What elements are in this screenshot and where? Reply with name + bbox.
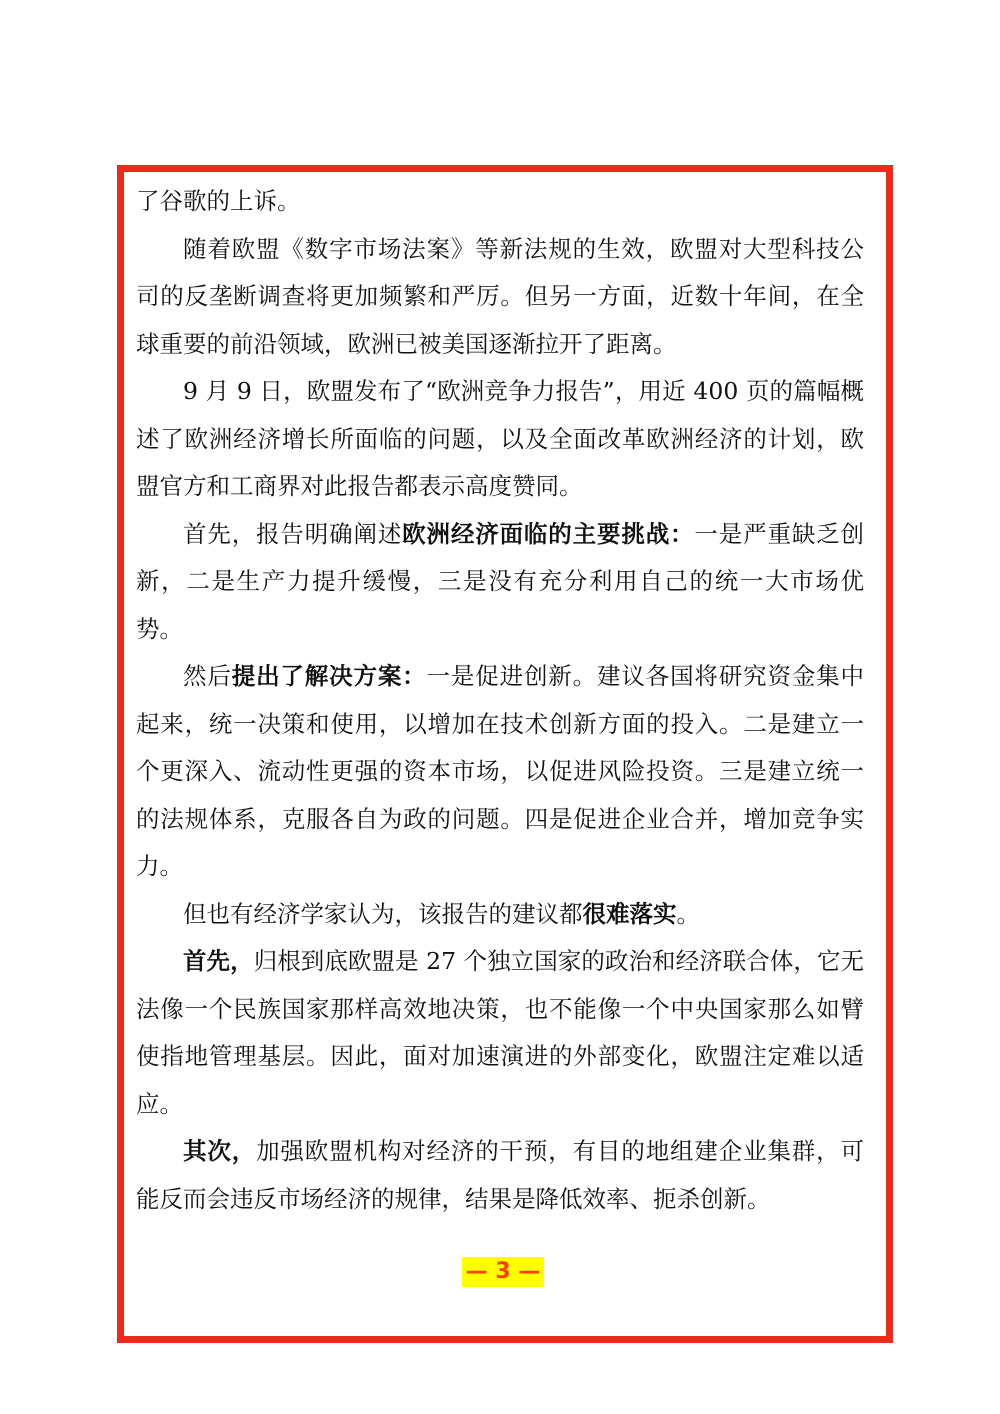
- bold-text-segment: 提出了解决方案：: [231, 662, 427, 690]
- bold-text-segment: 欧洲经济面临的主要挑战：: [402, 519, 695, 548]
- text-segment: 首先，报告明确阐述: [183, 519, 403, 548]
- paragraph-p8: [136, 1128, 864, 1223]
- text-segment: 一是促进创新。建议各国将研究资金集中起来，统一决策和使用，以增加在技术创新方面的投入。二是建立一个更深入、流动性更强的资本市场，以促进风险投资。三是建立统一的法规体系，克服各自为政的问题。四是促进企业合并，增加竞争实力。: [136, 662, 865, 880]
- page-number: — 3 —: [462, 1257, 544, 1287]
- text-segment: 归根到底欧盟是 27 个独立国家的政治和经济联合体，它无法像一个民族国家那样高效地决策，也不能像一个中央国家那么如臂使指地管理基层。因此，面对加速演进的外部变化，欧盟注定难以适应。: [136, 947, 865, 1118]
- text-segment: 了谷歌的上诉。: [136, 187, 301, 215]
- paragraph-p1: [136, 178, 864, 226]
- text-segment: 随着欧盟《数字市场法案》等新法规的生效，欧盟对大型科技公司的反垄断调查将更加频繁和严厉。但另一方面，近数十年间，在全球重要的前沿领域，欧洲已被美国逐渐拉开了距离。: [136, 234, 864, 358]
- paragraph-p6: [136, 891, 864, 939]
- paragraph-p7: [136, 938, 864, 1128]
- text-segment: 然后: [183, 662, 232, 690]
- text-segment: 加强欧盟机构对经济的干预，有目的地组建企业集群，可能反而会违反市场经济的规律，结果是降低效率、扼杀创新。: [136, 1137, 865, 1213]
- bold-text-segment: 其次，: [183, 1137, 257, 1165]
- paragraph-p2: [136, 226, 864, 369]
- paragraph-p4: [136, 511, 864, 654]
- document-body: [136, 178, 864, 1223]
- text-segment: 。: [676, 899, 700, 928]
- text-segment: 但也有经济学家认为，该报告的建议都: [183, 899, 583, 928]
- paragraph-p5: [136, 653, 864, 891]
- text-segment: 9 月 9 日，欧盟发布了“欧洲竞争力报告”，用近 400 页的篇幅概述了欧洲经济增长所面临的问题，以及全面改革欧洲经济的计划，欧盟官方和工商界对此报告都表示高度赞同。: [136, 377, 864, 500]
- paragraph-p3: [136, 368, 864, 511]
- bold-text-segment: 首先，: [183, 947, 254, 975]
- bold-text-segment: 很难落实: [582, 899, 677, 928]
- text-segment: 一是严重缺乏创新，二是生产力提升缓慢，三是没有充分利用自己的统一大市场优势。: [136, 519, 865, 643]
